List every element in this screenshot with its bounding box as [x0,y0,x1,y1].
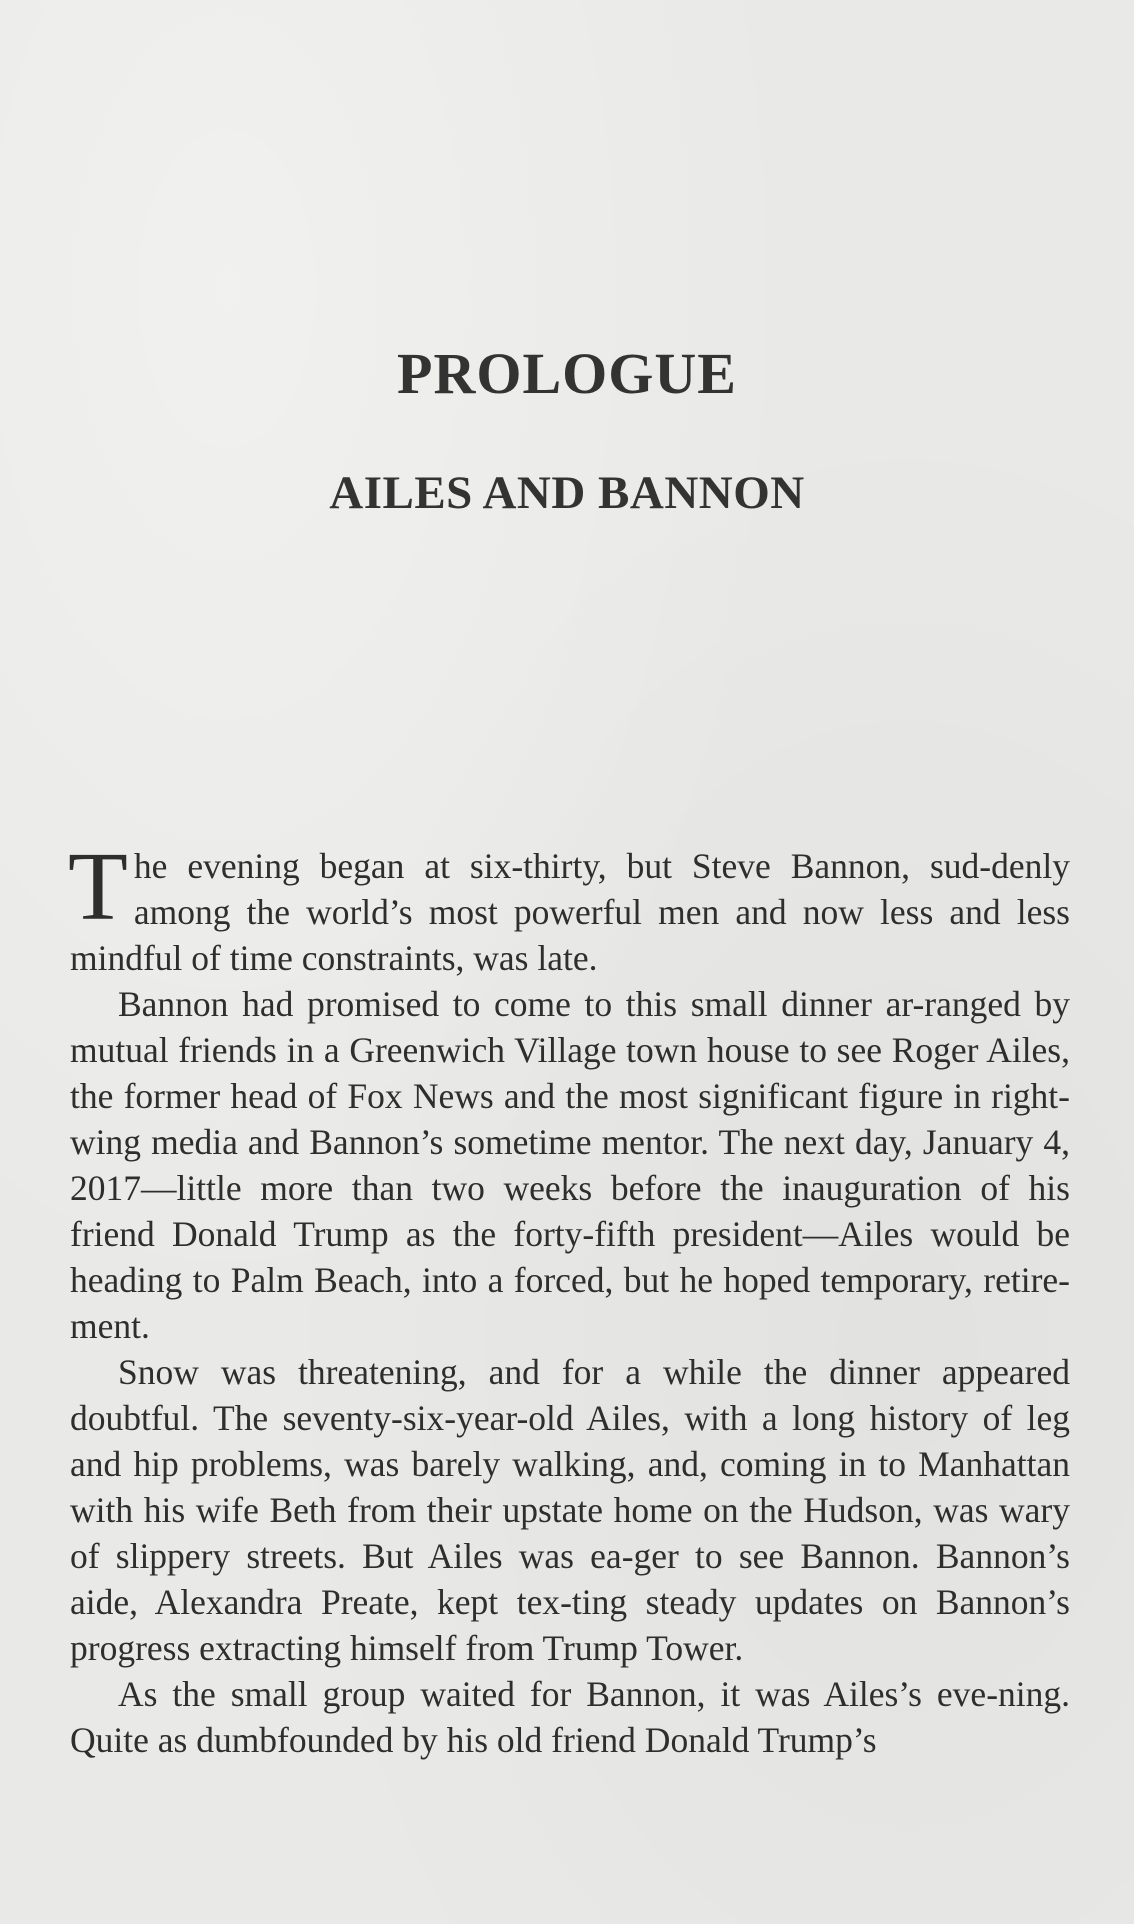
scan-mark [836,0,842,14]
paragraph-3: Snow was threatening, and for a while the dinner appeared doubtful. The seventy-six-year-old Ailes, with a long history of leg and hip problems, was barely walking, and, coming in to Manhattan with his wife Beth from their upstate home on the Hudson, was wary of slippery streets. But Ailes was ea-ger to see Bannon. Bannon’s aide, Alexandra Preate, kept tex-ting steady updates on Bannon’s progress extracting himself from Trump Tower. [70,1352,1070,1668]
drop-cap: T [68,833,128,941]
chapter-subtitle: AILES AND BANNON [329,467,805,519]
paragraph-1-text: he evening began at six-thirty, but Steve Bannon, sud-denly among the world’s most powerful men and now less and less mindful of time constraints, was late. [70,846,1070,978]
paragraph-2: Bannon had promised to come to this small dinner ar-ranged by mutual friends in a Greenwich Village town house to see Roger Ailes, the former head of Fox News and the most significant figure in right-wing media and Bannon’s sometime mentor. The next day, January 4, 2017—little more than two weeks before the inauguration of his friend Donald Trump as the forty-fifth president—Ailes would be heading to Palm Beach, into a forced, but he hoped temporary, retire-ment. [70,984,1070,1346]
paragraph-1 [68,833,1070,981]
body-text [68,833,1070,1763]
chapter-title: PROLOGUE [397,341,737,406]
paragraph-4: As the small group waited for Bannon, it was Ailes’s eve-ning. Quite as dumbfounded by his old friend Donald Trump’s [70,1674,1070,1760]
